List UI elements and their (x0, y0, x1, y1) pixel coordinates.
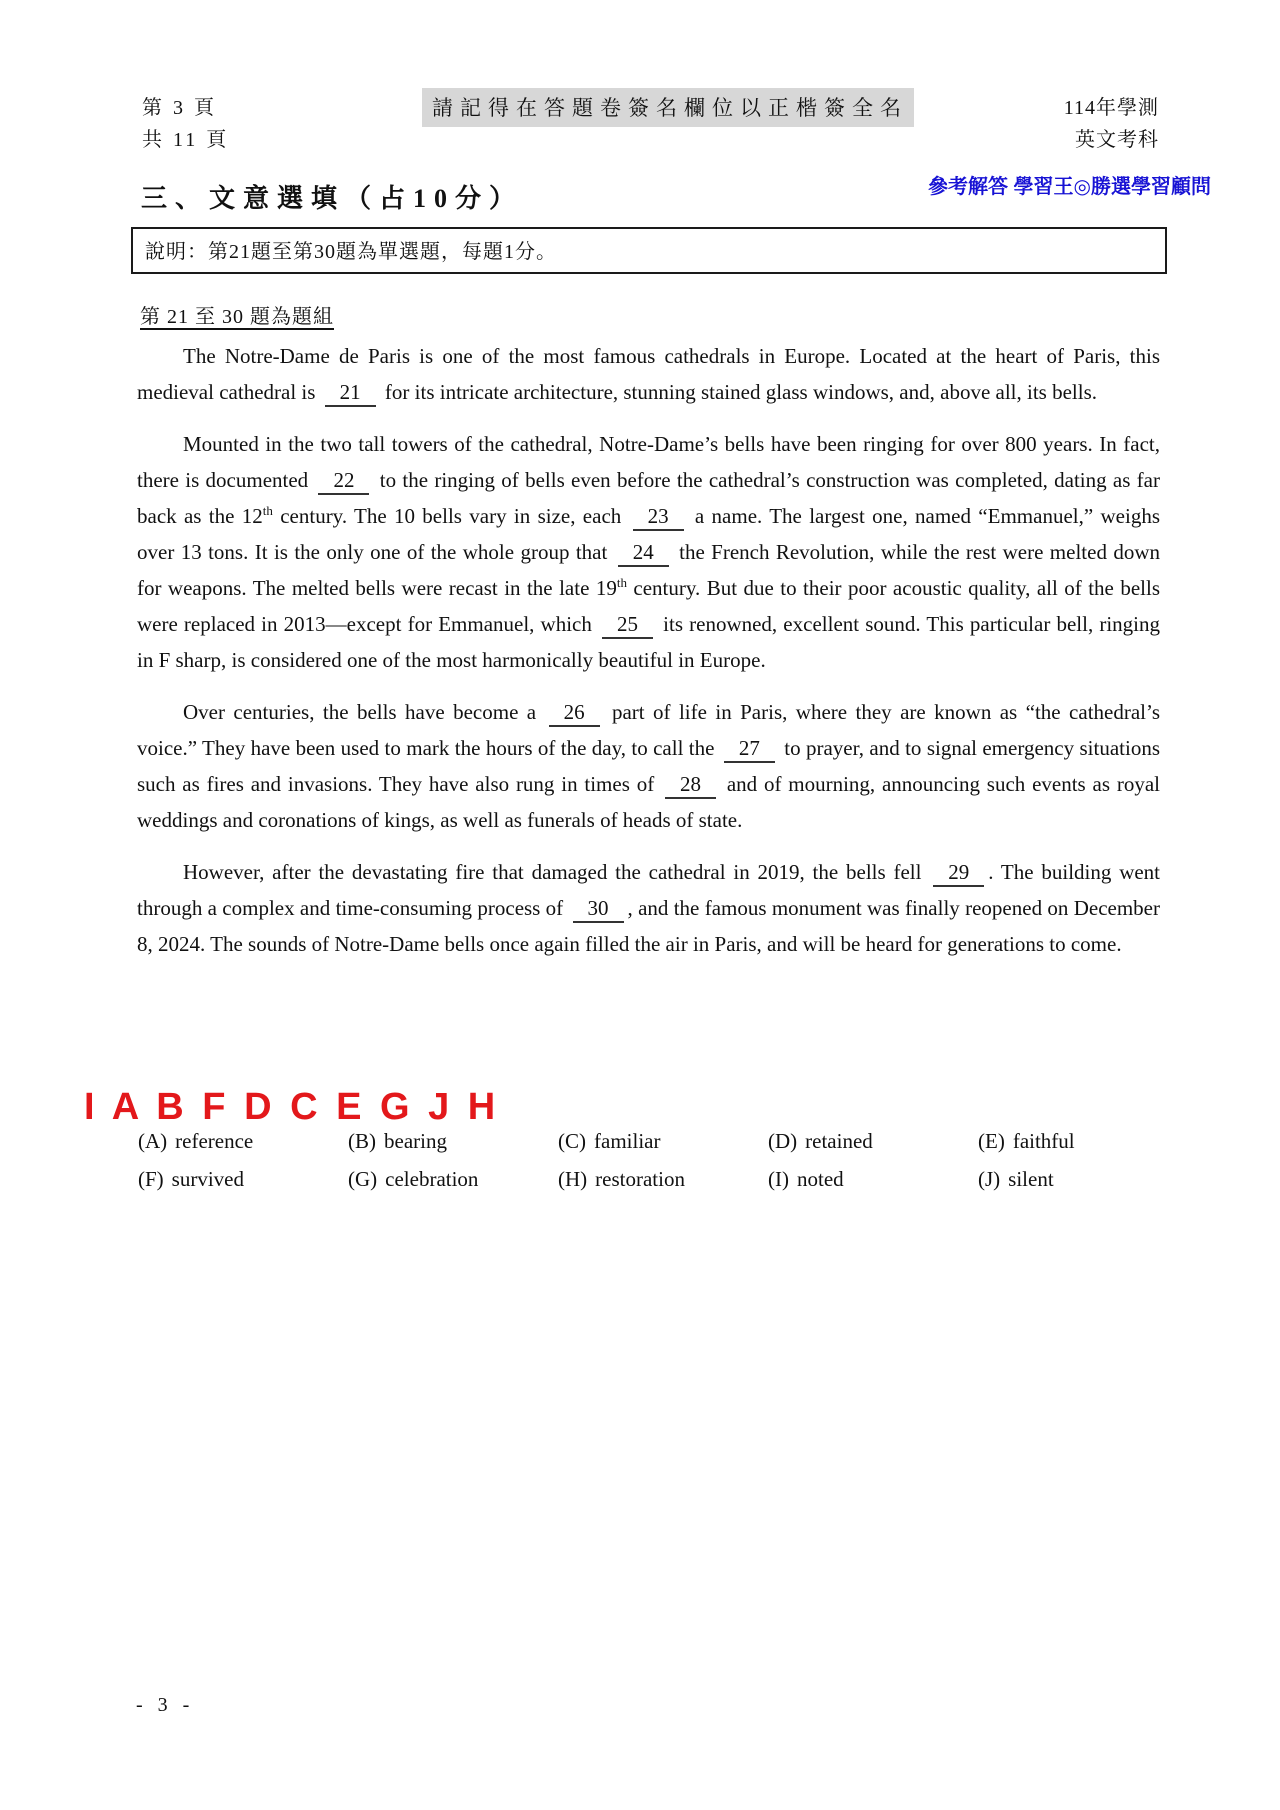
option-D (768, 1129, 978, 1154)
option-label: (G) (348, 1166, 378, 1191)
answer-key: I A B F D C E G J H (84, 1086, 500, 1128)
option-word: survived (171, 1166, 244, 1191)
option-E (978, 1129, 1188, 1154)
options-list (138, 1122, 1218, 1198)
page-number-line1: 第 3 頁 (142, 97, 217, 119)
passage-paragraph: The Notre-Dame de Paris is one of the most famous cathedrals in Europe. Located at the heart of Paris, this medieval cathedral is 21 for its intricate architecture, stunning stained glass windows, and, above all, its bells. (137, 338, 1160, 410)
passage-paragraph: Over centuries, the bells have become a 26 part of life in Paris, where they are known as “the cathedral’s voice.” They have been used to mark the hours of the day, to call the 27 to prayer, and to signal emergency situations such as fires and invasions. They have also rung in times of 28 and of mourning, announcing such events as royal weddings and coronations of kings, as well as funerals of heads of state. (137, 700, 1161, 832)
options-row (138, 1160, 1218, 1198)
cloze-blank-28: 28 (665, 772, 716, 799)
option-label: (J) (978, 1166, 1001, 1191)
option-F (138, 1167, 348, 1192)
section-title: 三、文意選填（占10分） (141, 184, 524, 213)
cloze-blank-22: 22 (318, 468, 369, 495)
ordinal-superscript: th (616, 575, 627, 590)
option-G (348, 1167, 558, 1192)
option-word: noted (796, 1166, 844, 1191)
cloze-blank-21: 21 (325, 380, 376, 407)
option-word: faithful (1012, 1128, 1075, 1153)
exam-year: 114年學測 (1063, 97, 1159, 119)
passage (137, 338, 1160, 978)
option-word: celebration (385, 1166, 479, 1191)
option-label: (E) (978, 1128, 1005, 1153)
page-footer: - 3 - (136, 1694, 195, 1716)
page-number-line2: 共 11 頁 (142, 129, 230, 151)
cloze-blank-25: 25 (602, 612, 653, 639)
option-label: (I) (768, 1166, 789, 1191)
passage-paragraph: However, after the devastating fire that damaged the cathedral in 2019, the bells fell 29 . The building went through a complex and time-consuming process of 30 , and the famous monument was finally reopened on December 8, 2024. The sounds of Notre-Dame bells once again filled the air in Paris, and will be heard for generations to come. (137, 860, 1161, 956)
option-label: (D) (768, 1128, 798, 1153)
option-label: (A) (138, 1128, 168, 1153)
exam-header (1064, 92, 1159, 156)
page-number-header (142, 92, 229, 156)
option-word: restoration (595, 1166, 685, 1191)
cloze-blank-26: 26 (549, 700, 600, 727)
option-J (978, 1167, 1188, 1192)
question-group-heading: 第 21 至 30 題為題組 (140, 306, 334, 328)
option-label: (H) (558, 1166, 588, 1191)
option-label: (C) (558, 1128, 586, 1153)
options-row (138, 1122, 1218, 1160)
option-word: bearing (384, 1128, 447, 1153)
option-A (138, 1129, 348, 1154)
ordinal-superscript: th (262, 503, 273, 518)
instruction-box: 說明：第21題至第30題為單選題，每題1分。 (131, 227, 1167, 274)
cloze-blank-24: 24 (618, 540, 669, 567)
exam-subject: 英文考科 (1075, 129, 1159, 151)
option-H (558, 1167, 768, 1192)
cloze-blank-27: 27 (724, 736, 775, 763)
cloze-blank-29: 29 (933, 860, 984, 887)
option-label: (B) (348, 1128, 376, 1153)
option-word: retained (805, 1128, 873, 1153)
cloze-blank-30: 30 (573, 896, 624, 923)
passage-paragraph: Mounted in the two tall towers of the cathedral, Notre-Dame’s bells have been ringing for over 800 years. In fact, there is documented 22 to the ringing of bells even before the cathedral’s construction was completed, dating as far back as the 12th century. The 10 bells vary in size, each 23 a name. The largest one, named “Emmanuel,” weighs over 13 tons. It is the only one of the whole group that 24 the French Revolution, while the rest were melted down for weapons. The melted bells were recast in the late 19th century. But due to their poor acoustic quality, all of the bells were replaced in 2013—except for Emmanuel, which 25 its renowned, excellent sound. This particular bell, ringing in F sharp, is considered one of the most harmonically beautiful in Europe. (137, 432, 1161, 672)
signature-notice: 請記得在答題卷簽名欄位以正楷簽全名 (422, 88, 914, 127)
answer-credit: 參考解答 學習王◎勝選學習顧問 (928, 176, 1212, 198)
option-B (348, 1129, 558, 1154)
option-I (768, 1167, 978, 1192)
option-word: familiar (594, 1128, 661, 1153)
option-word: reference (175, 1128, 254, 1153)
option-label: (F) (138, 1166, 164, 1191)
option-word: silent (1008, 1166, 1054, 1191)
cloze-blank-23: 23 (633, 504, 684, 531)
option-C (558, 1129, 768, 1154)
